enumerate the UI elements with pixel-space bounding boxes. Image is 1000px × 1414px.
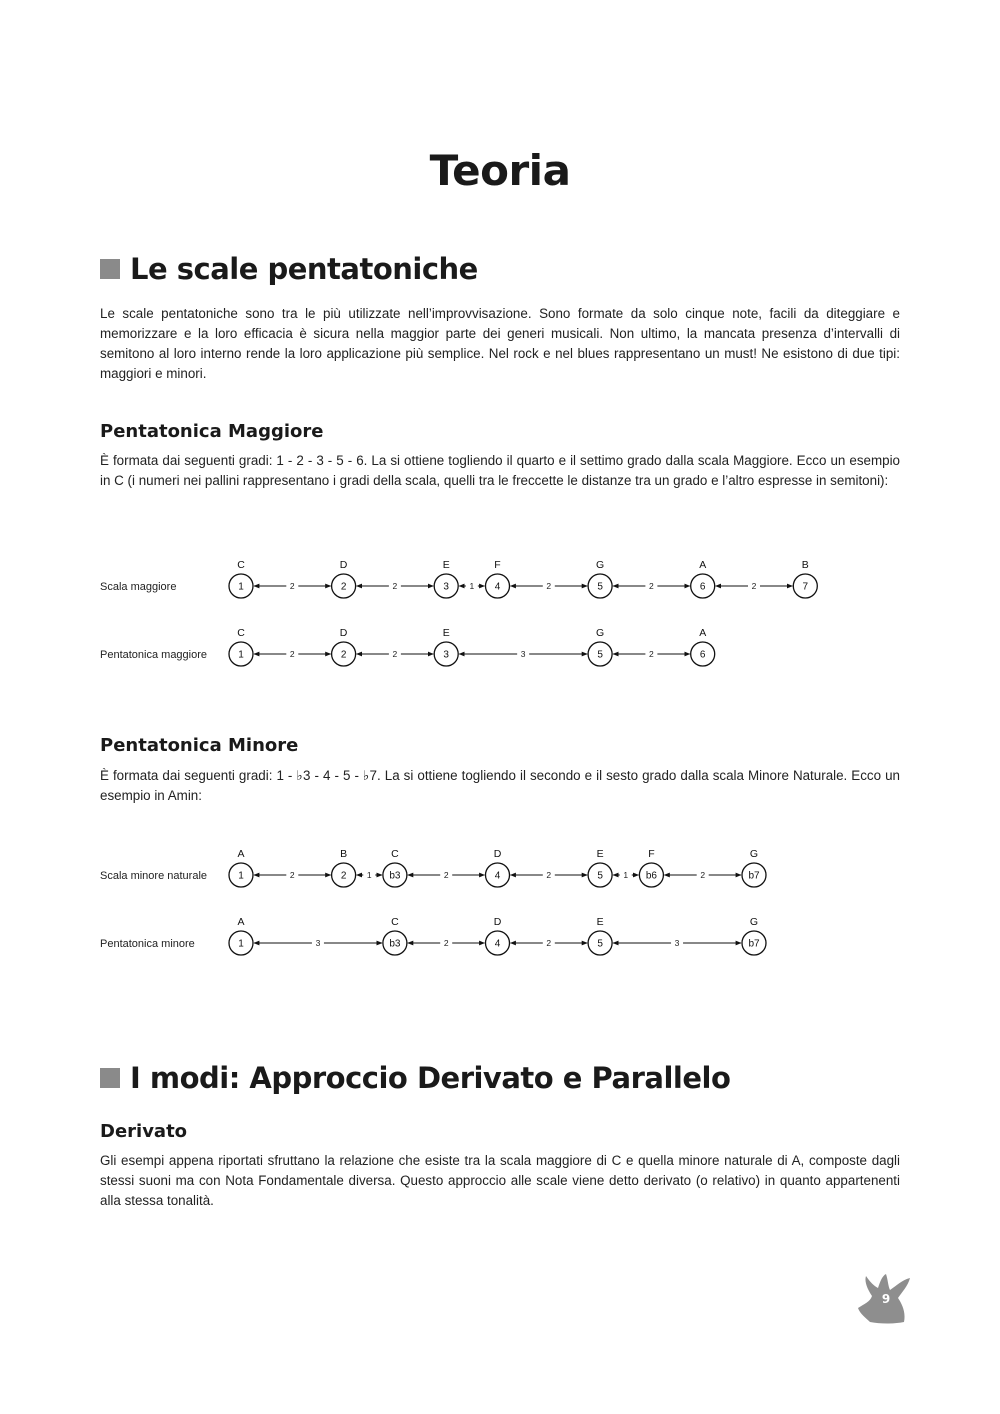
degree-label: 4 [494, 938, 501, 950]
degree-label: 7 [802, 581, 809, 593]
intro-paragraph: Le scale pentatoniche sono tra le più utilizzate nell’improvvisazione. Sono formate da solo cinque note, facili da diteggiare e memorizzare e la loro efficacia è sicura nella maggior parte dei generi musicali. Non ultimo, la mancata presenza d’intervalli di semitono al loro interno rende la loro applicazione più semplice. Nel rock e nel blues rappresentano un must! Ne esistono di due tipi: maggiori e minori. [100, 306, 900, 381]
degree-label: 4 [494, 870, 501, 882]
degree-label: 1 [238, 581, 244, 593]
distance-label: 1 [469, 581, 475, 591]
note-name-label: G [749, 848, 759, 860]
page-number: 9 [881, 1292, 891, 1306]
distance-label: 2 [289, 581, 295, 591]
section-heading-text: I modi: Approccio Derivato e Parallelo [130, 1061, 731, 1095]
note-name-label: E [442, 627, 450, 639]
distance-label: 1 [623, 870, 629, 880]
distance-label: 2 [443, 938, 449, 948]
diagram-row-label: Pentatonica minore [100, 938, 195, 950]
degree-label: 5 [597, 649, 603, 661]
distance-label: 2 [443, 870, 449, 880]
distance-label: 2 [392, 649, 398, 659]
degree-label: 1 [238, 870, 244, 882]
note-name-label: E [596, 848, 604, 860]
degree-label: b6 [645, 870, 657, 882]
distance-label: 2 [289, 870, 295, 880]
degree-label: 1 [238, 938, 244, 950]
degree-label: 6 [699, 581, 706, 593]
degree-label: 6 [699, 649, 706, 661]
note-name-label: B [801, 559, 809, 571]
degree-label: 3 [443, 649, 449, 661]
distance-label: 1 [366, 870, 372, 880]
section-heading-text: Le scale pentatoniche [130, 252, 478, 286]
distance-label: 3 [674, 938, 680, 948]
note-name-label: E [596, 916, 604, 928]
note-name-label: B [340, 848, 348, 860]
note-name-label: D [493, 848, 502, 860]
degree-label: 1 [238, 649, 244, 661]
note-name-label: G [749, 916, 759, 928]
note-name-label: A [237, 848, 245, 860]
distance-label: 3 [315, 938, 321, 948]
distance-label: 2 [546, 581, 552, 591]
heading-square-icon [100, 1068, 120, 1088]
note-name-label: D [339, 559, 348, 571]
degree-label: 2 [340, 870, 347, 882]
page-title: Teoria [429, 146, 571, 195]
distance-label: 2 [546, 870, 552, 880]
derived-heading: Derivato [100, 1121, 188, 1142]
minor-pentatonic-text: È formata dai seguenti gradi: 1 - ♭3 - 4 - 5 - ♭7. La si ottiene togliendo il secondo e il sesto grado dalla scala Minore Naturale. Ecco un esempio in Amin: [100, 768, 900, 803]
note-name-label: A [699, 559, 707, 571]
note-name-label: A [699, 627, 707, 639]
distance-label: 2 [751, 581, 757, 591]
major-pentatonic-heading: Pentatonica Maggiore [100, 421, 324, 442]
note-name-label: D [339, 627, 348, 639]
note-name-label: C [391, 916, 399, 928]
degree-label: 5 [597, 870, 603, 882]
degree-label: 5 [597, 938, 603, 950]
degree-label: b3 [389, 870, 401, 882]
note-name-label: G [596, 559, 605, 571]
degree-label: 5 [597, 581, 603, 593]
minor-pentatonic-heading: Pentatonica Minore [100, 735, 299, 756]
diagram-row-label: Scala maggiore [100, 581, 177, 593]
note-name-label: F [494, 559, 501, 571]
distance-label: 2 [392, 581, 398, 591]
note-name-label: E [442, 559, 450, 571]
degree-label: b3 [389, 938, 401, 950]
note-name-label: D [493, 916, 502, 928]
degree-label: 4 [494, 581, 501, 593]
diagram-row-label: Pentatonica maggiore [100, 649, 208, 661]
degree-label: 2 [340, 649, 347, 661]
note-name-label: C [237, 627, 245, 639]
distance-label: 2 [289, 649, 295, 659]
degree-label: 2 [340, 581, 347, 593]
degree-label: b7 [748, 870, 760, 882]
derived-text: Gli esempi appena riportati sfruttano la relazione che esiste tra la scala maggiore di C e quella minore naturale di A, composte dagli stessi suoni ma con Nota Fondamentale diversa. Questo approccio alle scale viene detto derivato (o relativo) in quanto appartenenti alla stessa tonalità. [100, 1153, 900, 1208]
distance-label: 2 [649, 649, 654, 659]
note-name-label: A [237, 916, 245, 928]
note-name-label: C [391, 848, 399, 860]
major-pentatonic-text: È formata dai seguenti gradi: 1 - 2 - 3 - 5 - 6. La si ottiene togliendo il quarto e il settimo grado dalla scala Maggiore. Ecco un esempio in C (i numeri nei pallini rappresentano i gradi della scala, quelli tra le freccette le distanze tra un grado e l’altro espresse in semitoni): [100, 453, 900, 488]
degree-label: 3 [443, 581, 449, 593]
note-name-label: F [648, 848, 655, 860]
distance-label: 3 [520, 649, 526, 659]
note-name-label: C [237, 559, 245, 571]
section-heading-modes [100, 1061, 730, 1095]
distance-label: 2 [700, 870, 706, 880]
distance-label: 2 [649, 581, 654, 591]
distance-label: 2 [546, 938, 552, 948]
note-name-label: G [596, 627, 605, 639]
degree-label: b7 [748, 938, 760, 950]
diagram-row-label: Scala minore naturale [100, 870, 208, 882]
